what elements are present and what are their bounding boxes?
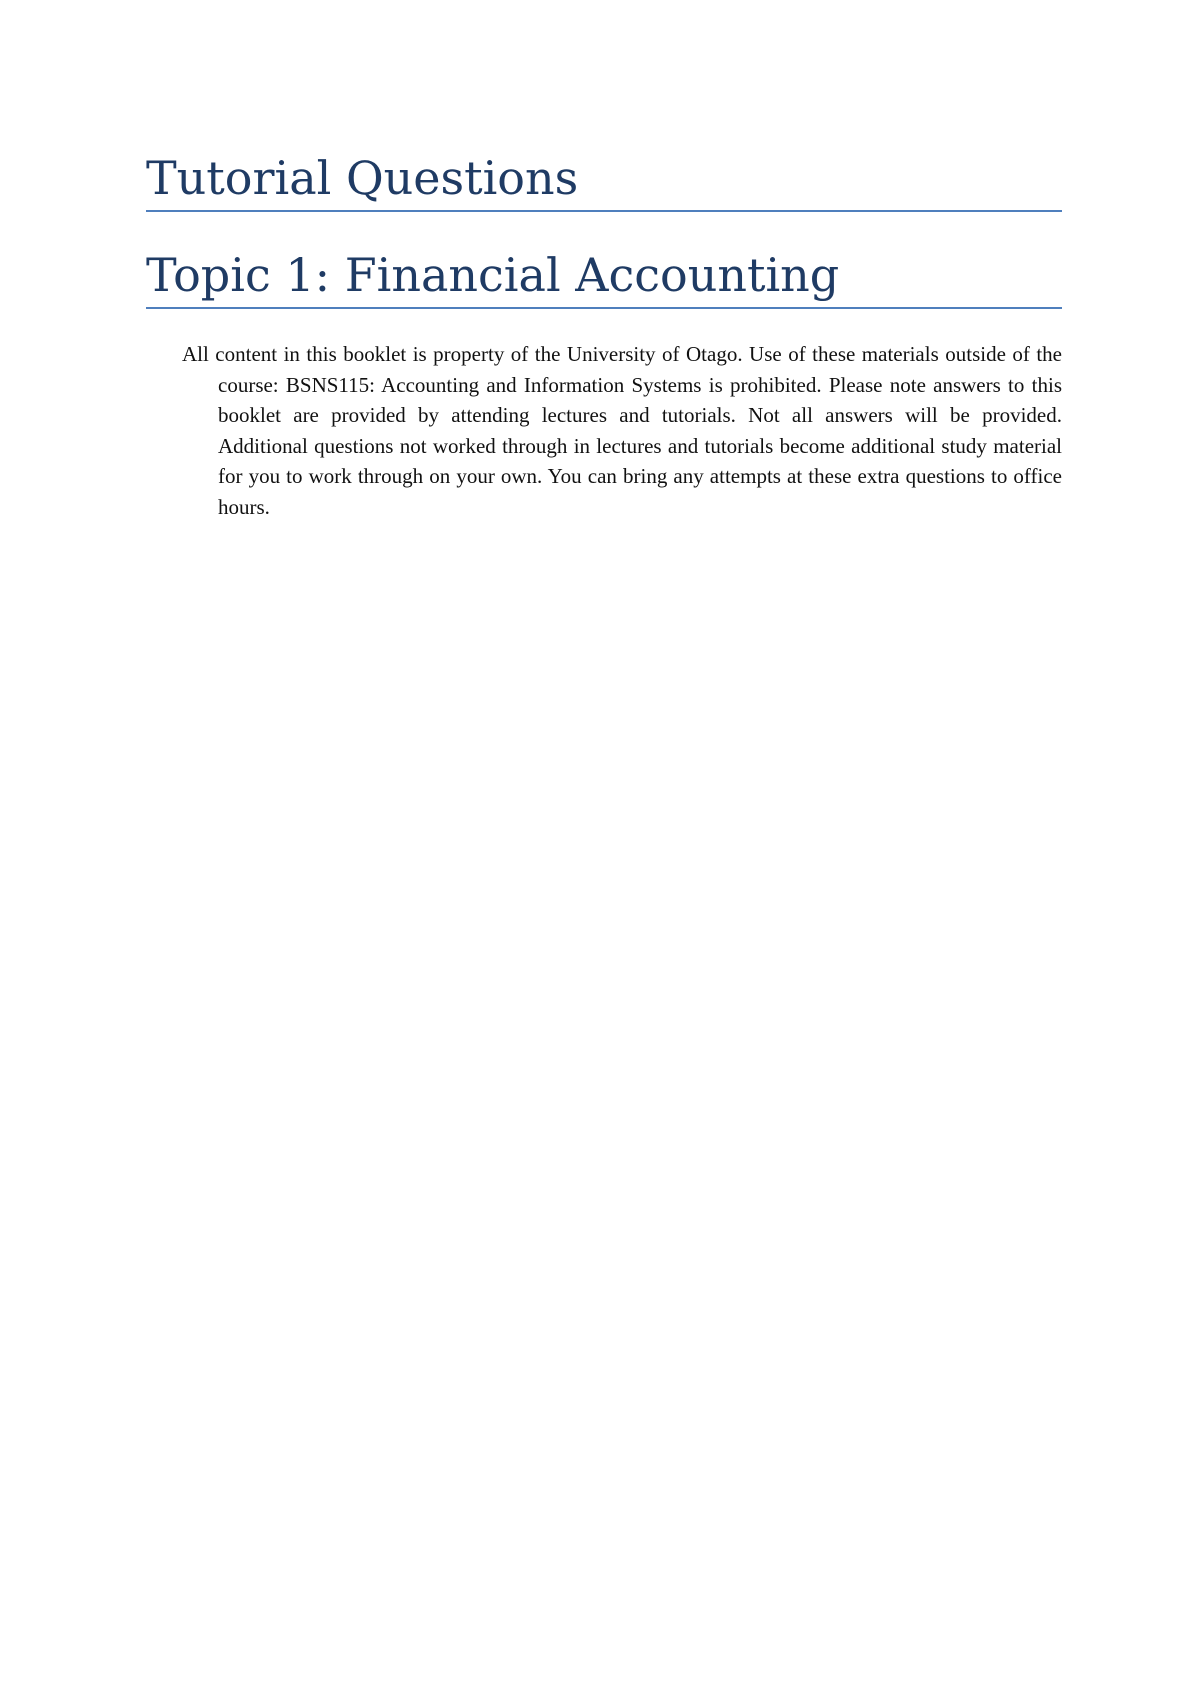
- topic-heading: Topic 1: Financial Accounting: [146, 248, 840, 302]
- copyright-notice-paragraph: All content in this booklet is property of the University of Otago. Use of these materials outside of the course: BSNS115: Accounting and Information Systems is prohibited. Please note answers to this booklet are provided by attending lectures and tutorials. Not all answers will be provided. Additional questions not worked through in lectures and tutorials become additional study material for you to work through on your own. You can bring any attempts at these extra questions to office hours.: [182, 342, 1062, 519]
- topic-underline-divider: [146, 307, 1062, 309]
- document-title: Tutorial Questions: [146, 151, 579, 205]
- title-underline-divider: [146, 210, 1062, 212]
